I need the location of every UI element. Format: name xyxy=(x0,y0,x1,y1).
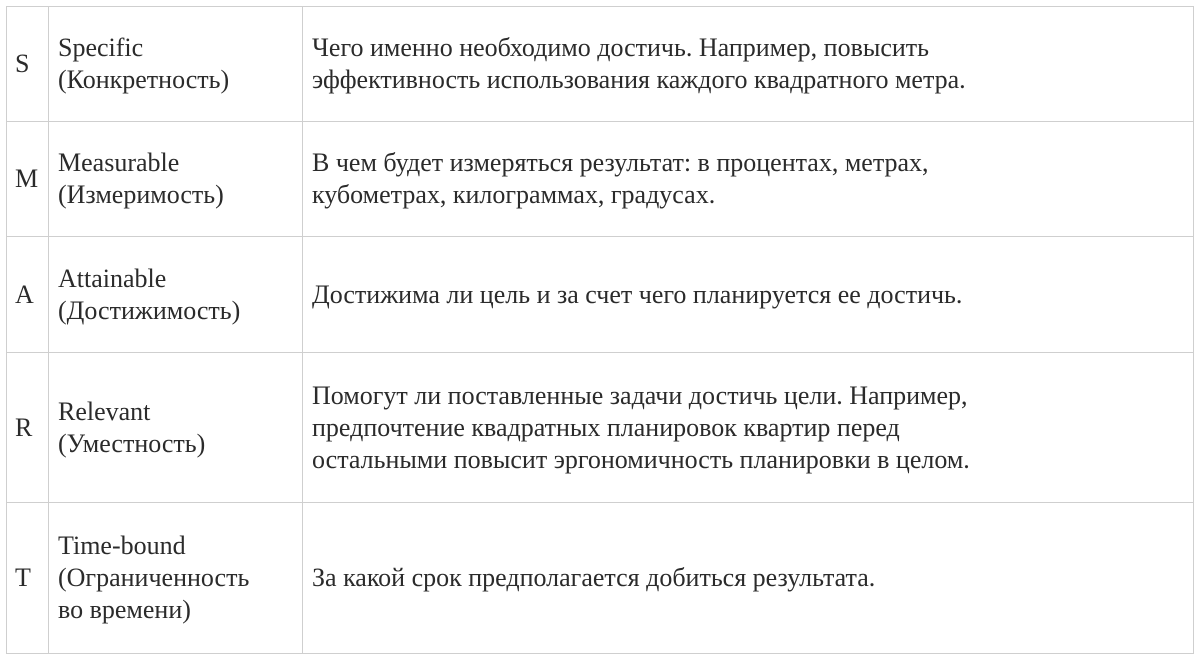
table-row xyxy=(7,503,1194,654)
criterion-term xyxy=(49,353,303,503)
criterion-term-ru: (Ограниченность xyxy=(58,563,250,592)
criterion-description xyxy=(303,353,1194,503)
criterion-term-en: Relevant xyxy=(58,396,151,426)
table-row xyxy=(7,7,1194,122)
criterion-term-ru: (Уместность) xyxy=(58,428,206,458)
description-line: Помогут ли поставленные задачи достичь цели. Например, xyxy=(312,380,968,410)
criterion-letter: T xyxy=(7,503,49,654)
criterion-term-ru-2: во времени) xyxy=(58,595,191,624)
criterion-term-en: Specific xyxy=(58,33,144,62)
criterion-description xyxy=(303,503,1194,654)
description-line: В чем будет измеряться результат: в процентах, метрах, xyxy=(312,148,929,177)
criterion-letter: R xyxy=(7,353,49,503)
criterion-description xyxy=(303,122,1194,237)
criterion-letter: M xyxy=(7,122,49,237)
table-row xyxy=(7,353,1194,503)
table-row xyxy=(7,122,1194,237)
criterion-description xyxy=(303,237,1194,353)
criterion-term-en: Attainable xyxy=(58,263,167,293)
criterion-term xyxy=(49,503,303,654)
criterion-description xyxy=(303,7,1194,122)
criterion-term xyxy=(49,122,303,237)
criterion-letter: S xyxy=(7,7,49,122)
description-line: Достижима ли цель и за счет чего планируется ее достичь. xyxy=(312,279,963,309)
description-line: Чего именно необходимо достичь. Например, повысить xyxy=(312,33,929,62)
criterion-term-en: Measurable xyxy=(58,148,180,177)
criterion-term xyxy=(49,7,303,122)
description-line: остальными повысит эргономичность планировки в целом. xyxy=(312,444,970,474)
criterion-letter: A xyxy=(7,237,49,353)
description-line: предпочтение квадратных планировок квартир перед xyxy=(312,412,900,442)
description-line: эффективность использования каждого квадратного метра. xyxy=(312,65,966,94)
criterion-term-ru: (Конкретность) xyxy=(58,65,230,94)
criterion-term-ru: (Измеримость) xyxy=(58,180,224,209)
description-line: кубометрах, килограммах, градусах. xyxy=(312,180,716,209)
description-line: За какой срок предполагается добиться результата. xyxy=(312,563,876,592)
criterion-term-en: Time-bound xyxy=(58,531,186,560)
table-row xyxy=(7,237,1194,353)
smart-criteria-table xyxy=(6,6,1194,654)
criterion-term-ru: (Достижимость) xyxy=(58,295,241,325)
criterion-term xyxy=(49,237,303,353)
